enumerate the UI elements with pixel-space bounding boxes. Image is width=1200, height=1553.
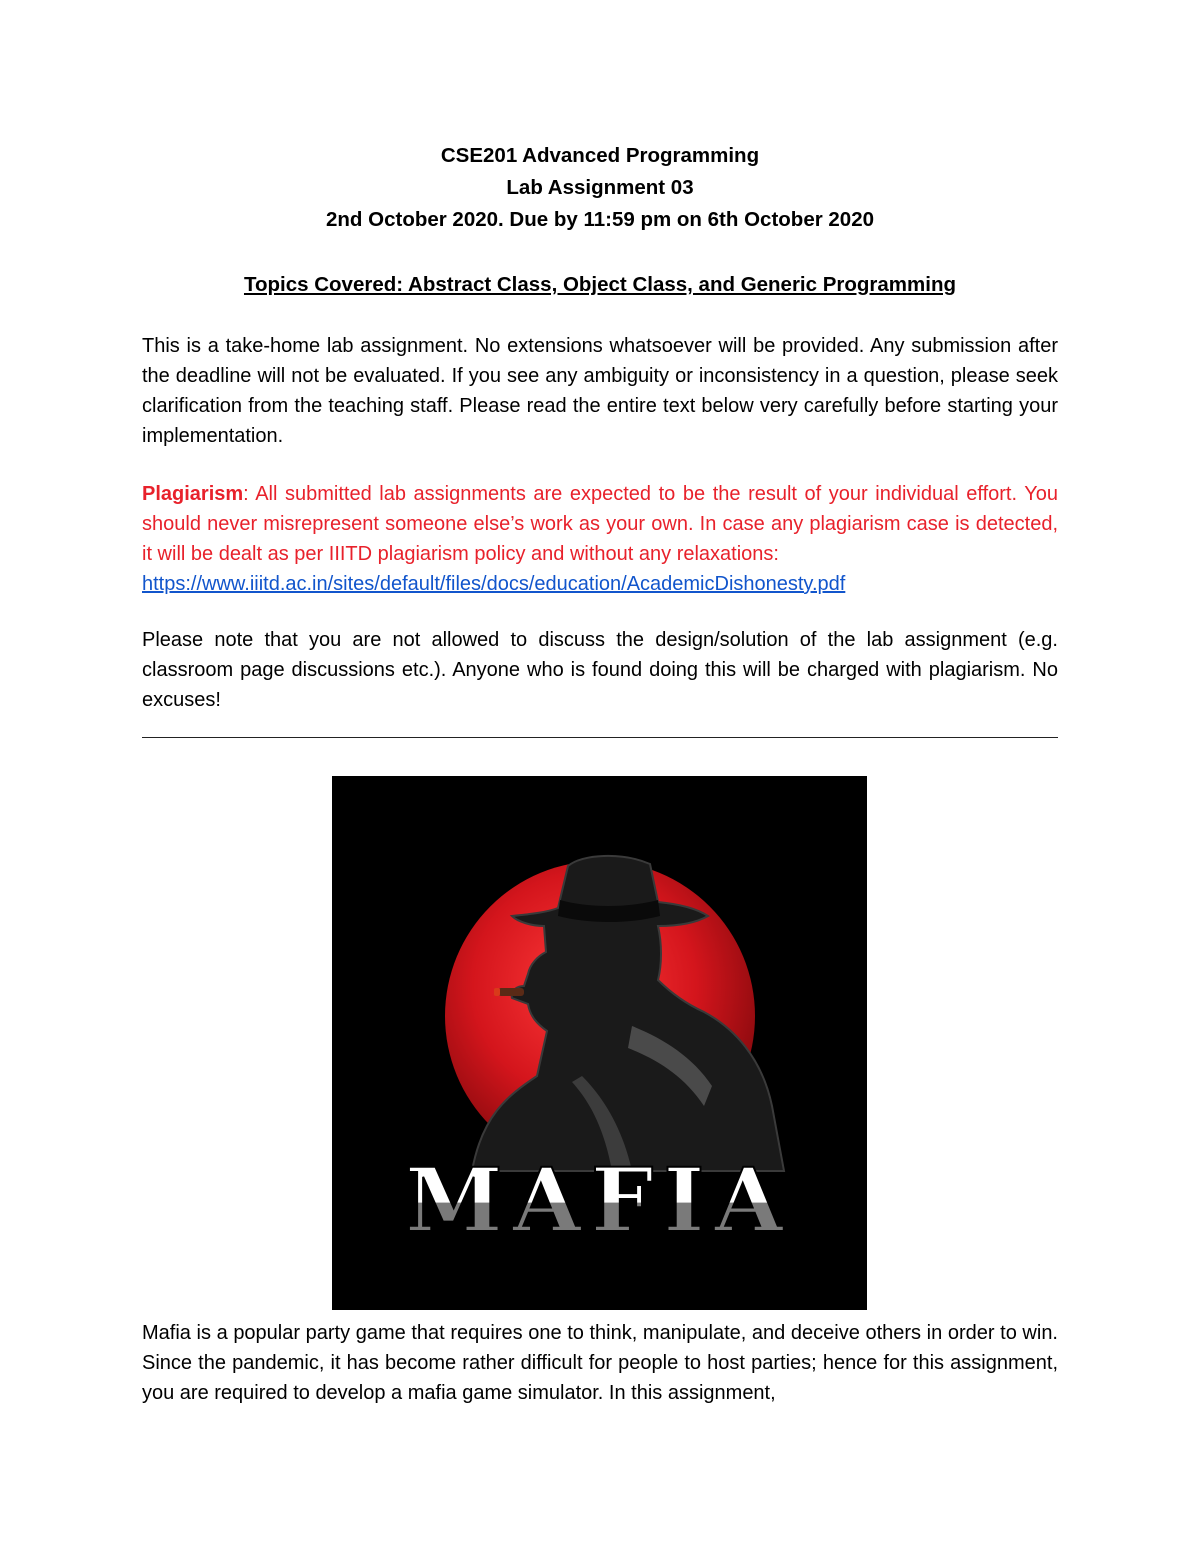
course-title: CSE201 Advanced Programming <box>440 144 760 167</box>
intro-paragraph: This is a take-home lab assignment. No extensions whatsoever will be provided. Any submission after the deadline will not be evaluated. If you see any ambiguity or inconsistency in a question, please seek clarification from the teaching staff. Please read the entire text below very carefully before starting your implementation. <box>142 335 1058 447</box>
assignment-title: Lab Assignment 03 <box>506 176 694 199</box>
body-paragraph: Mafia is a popular party game that requires one to think, manipulate, and deceive others in order to win. Since the pandemic, it has become rather difficult for people to host parties; hence for this assignment, you are required to develop a mafia game simulator. In this assignment, <box>142 1322 1058 1404</box>
plagiarism-paragraph <box>142 479 1058 599</box>
cigar <box>498 988 524 996</box>
mafia-logo <box>332 776 867 1310</box>
note-paragraph: Please note that you are not allowed to discuss the design/solution of the lab assignment (e.g. classroom page discussions etc.). Anyone who is found doing this will be charged with plagiarism. No excuses! <box>142 629 1058 711</box>
plagiarism-policy-link[interactable]: https://www.iiitd.ac.in/sites/default/files/docs/education/AcademicDishonesty.pdf <box>142 573 846 595</box>
topics-covered: Topics Covered: Abstract Class, Object Class, and Generic Programming <box>243 273 956 296</box>
horizontal-divider <box>142 737 1058 738</box>
plagiarism-text: : All submitted lab assignments are expected to be the result of your individual effort. You should never misrepresent someone else’s work as your own. In case any plagiarism case is detected, it will be dealt as per IIITD plagiarism policy and without any relaxations: <box>142 483 1058 565</box>
assignment-dates: 2nd October 2020. Due by 11:59 pm on 6th October 2020 <box>326 208 874 231</box>
mafia-wordmark: MAFIA <box>405 1148 793 1252</box>
mafia-logo-graphic <box>332 776 867 1310</box>
plagiarism-label: Plagiarism <box>142 483 244 505</box>
